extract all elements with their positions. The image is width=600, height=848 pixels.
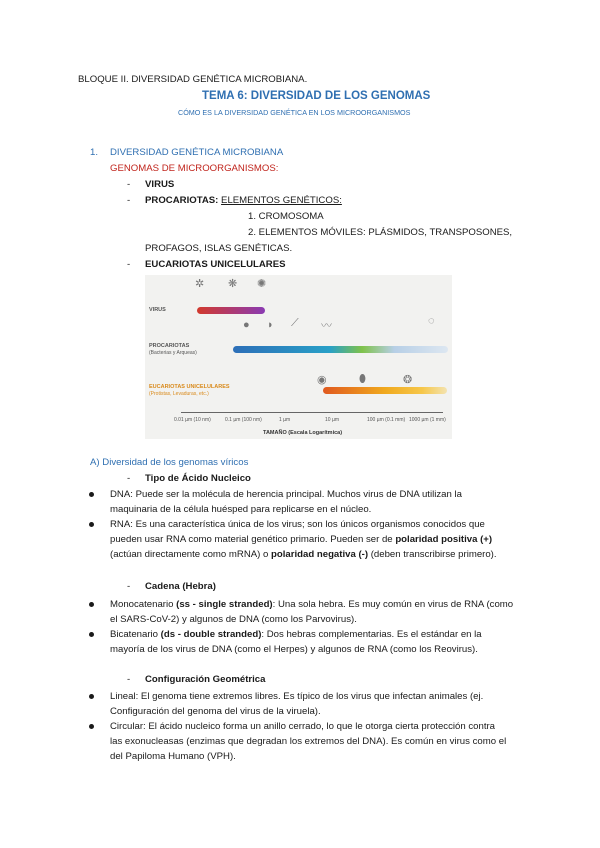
page-title: TEMA 6: DIVERSIDAD DE LOS GENOMAS — [202, 90, 431, 102]
dash: - — [127, 179, 131, 190]
block-heading: BLOQUE II. DIVERSIDAD GENÉTICA MICROBIANA. — [78, 74, 308, 85]
section-a-title: A) Diversidad de los genomas víricos — [90, 457, 249, 468]
page-subtitle: CÓMO ES LA DIVERSIDAD GENÉTICA EN LOS MICROORGANISMOS — [178, 108, 411, 117]
procariotas-elements: ELEMENTOS GENÉTICOS: — [221, 195, 342, 206]
row-sub-procariotas: (Bacterias y Arqueas) — [149, 350, 197, 356]
paragraph-monocatenario: Monocatenario (ss - single stranded): Una sola hebra. Es muy común en virus de RNA (como el SARS-CoV-2) y algunos de DNA (como los Parvovirus). — [110, 599, 514, 625]
paragraph-bicatenario: Bicatenario (ds - double stranded): Dos hebras complementarias. Es el estándar en la mayoría de los virus de DNA (como el Herpes) y algunos de RNA (como los Reovirus). — [110, 629, 482, 655]
tick-label: 0.01 µm (10 nm) — [174, 417, 211, 423]
dash: - — [127, 473, 131, 484]
dash: - — [127, 259, 131, 270]
protist-icon: ❂ — [403, 374, 413, 386]
bacteria-icon: ⟋ — [291, 317, 299, 329]
row-label-eucariotas: EUCARIOTAS UNICELULARES — [149, 384, 230, 390]
subheading-configuracion: Configuración Geométrica — [145, 674, 266, 685]
eucariotas-size-bar — [323, 387, 447, 394]
sub-item-cromosoma: 1. CROMOSOMA — [248, 211, 324, 222]
x-axis — [181, 412, 443, 413]
procariotas-size-bar — [233, 346, 448, 353]
list-item-eucariotas: EUCARIOTAS UNICELULARES — [145, 259, 286, 270]
virus-icon: ✺ — [257, 278, 267, 290]
list-item-virus: VIRUS — [145, 179, 175, 190]
row-sub-eucariotas: (Protistas, Levaduras, etc.) — [149, 391, 209, 397]
protist-icon: ⬮ — [359, 373, 366, 385]
virus-size-bar — [197, 307, 265, 314]
virus-icon: ❋ — [228, 278, 238, 290]
section-subtitle: GENOMAS DE MICROORGANISMOS: — [110, 163, 279, 174]
paragraph-circular: Circular: El ácido nucleico forma un anillo cerrado, lo que le otorga cierta protección contra las exonucleasas (enzimas que degradan los extremos del DNA). Es común en virus como el del Papiloma Humano (VPH). — [110, 721, 507, 762]
bacteria-icon: 〰 — [321, 320, 332, 332]
paragraph-lineal: Lineal: El genoma tiene extremos libres. Es típico de los virus que infectan animales (ej. Configuración del genoma del virus de la viruela). — [110, 691, 484, 717]
dash: - — [127, 581, 131, 592]
bacteria-icon: ◌ — [428, 315, 435, 327]
bacteria-icon: ◗ — [267, 319, 274, 331]
subheading-cadena: Cadena (Hebra) — [145, 581, 216, 592]
bullet — [89, 632, 94, 637]
bullet — [89, 522, 94, 527]
sub-item-moviles: 2. ELEMENTOS MÓVILES: PLÁSMIDOS, TRANSPOSONES, — [248, 227, 513, 238]
procariotas-label: PROCARIOTAS: — [145, 195, 219, 206]
tick-label: 100 µm (0.1 mm) — [367, 417, 406, 423]
list-item-procariotas — [145, 195, 342, 206]
tick-label: 1 µm — [279, 417, 291, 423]
yeast-icon: ◉ — [317, 374, 327, 386]
bullet — [89, 694, 94, 699]
row-label-virus: VIRUS — [149, 307, 166, 313]
genome-size-figure — [145, 275, 452, 439]
paragraph-dna: DNA: Puede ser la molécula de herencia principal. Muchos virus de DNA utilizan la maquinaria de la célula huésped para replicarse en el núcleo. — [110, 489, 462, 515]
tick-label: 1000 µm (1 mm) — [409, 417, 446, 423]
paragraph-rna: RNA: Es una característica única de los virus; son los únicos organismos conocidos que pueden usar RNA como material genético primario. Pueden ser de polaridad positiva (+) (actúan directamente como mRNA) o polaridad negativa (-) (deben transcribirse primero). — [110, 519, 497, 560]
subheading-acido-nucleico: Tipo de Ácido Nucleico — [145, 473, 251, 484]
tick-label: 10 µm — [325, 417, 339, 423]
axis-title: TAMAÑO (Escala Logarítmica) — [263, 430, 343, 436]
bullet — [89, 602, 94, 607]
row-label-procariotas: PROCARIOTAS — [149, 343, 190, 349]
bacteria-icon: ● — [243, 319, 250, 331]
dash: - — [127, 195, 131, 206]
section-title: DIVERSIDAD GENÉTICA MICROBIANA — [110, 147, 284, 158]
virus-icon: ✲ — [195, 278, 205, 290]
dash: - — [127, 674, 131, 685]
tick-label: 0.1 µm (100 nm) — [225, 417, 262, 423]
sub-item-moviles-cont: PROFAGOS, ISLAS GENÉTICAS. — [145, 243, 293, 254]
bullet — [89, 724, 94, 729]
bullet — [89, 492, 94, 497]
section-number: 1. — [90, 147, 99, 158]
